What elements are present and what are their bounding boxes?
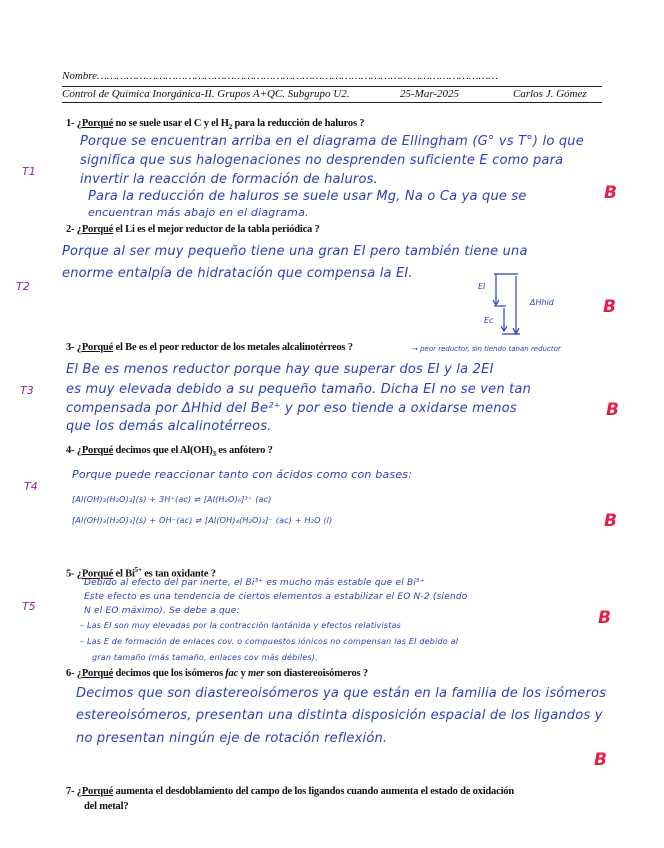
margin-tag-t5: T5 <box>22 600 36 613</box>
answer-3-line-4: que los demás alcalinotérreos. <box>66 419 272 434</box>
answer-5-line-5: – Las E de formación de enlaces cov. o compuestos iónicos no compensan las EI debido al <box>80 637 459 646</box>
answer-3-line-2: es muy elevada debido a su pequeño tamaño. Dicha EI no se ven tan <box>66 382 532 397</box>
answer-5-line-4: – Las EI son muy elevadas por la contracción lantánida y efectos relativistas <box>80 621 402 630</box>
question-1: 1- ¿Porqué no se suele usar el C y el $H_2$ para la reducción de haluros ? <box>66 118 365 132</box>
question-7: 7- ¿Porqué aumenta el desdoblamiento del campo de los ligandos cuando aumenta el estado de oxidación <box>66 786 514 797</box>
margin-tag-t2: T2 <box>16 280 30 293</box>
answer-1-line-5: encuentran más abajo en el diagrama. <box>88 206 309 219</box>
question-5: 5- ¿Porqué el $Bi^{5+}$ es tan oxidante ? <box>66 566 216 580</box>
answer-6-line-1: Decimos que son diastereoisómeros ya que están en la familia de los isómeros <box>76 686 607 701</box>
answer-4-equation-2: [Al(OH)₃(H₂O)₃](s) + OH⁻(ac) ⇌ [Al(OH)₄(H₂O)₂]⁻ (ac) + H₂O (l) <box>72 516 333 525</box>
question-4: 4- ¿Porqué decimos que el $Al(OH)_3$ es anfótero ? <box>66 445 273 459</box>
exam-title: Control de Química Inorgánica-II. Grupos A+QC. Subgrupo U2. <box>62 88 350 100</box>
grade-q2: B <box>603 297 616 317</box>
answer-4-equation-1: [Al(OH)₃(H₂O)₃](s) + 3H⁺(ac) ⇌ [Al(H₂O)₆]³⁺ (ac) <box>72 495 272 504</box>
question-6: 6- ¿Porqué decimos que los isómeros fac y mer son diastereoisómeros ? <box>66 668 368 679</box>
grade-q1: B <box>604 183 617 203</box>
grade-q5: B <box>598 608 611 628</box>
question-7-line-2: del metal? <box>84 801 129 812</box>
answer-2-line-2: enorme entalpía de hidratación que compensa la EI. <box>62 266 413 281</box>
header-bottom-rule <box>62 102 602 103</box>
answer-5-line-3: N el EO máximo). Se debe a que: <box>84 606 240 616</box>
question-2: 2- ¿Porqué el Li es el mejor reductor de la tabla periódica ? <box>66 224 320 235</box>
margin-tag-t4: T4 <box>24 480 38 493</box>
margin-tag-t3: T3 <box>20 384 34 397</box>
question-3: 3- ¿Porqué el Be es el peor reductor de los metales alcalinotérreos ? <box>66 342 353 353</box>
answer-6-line-2: estereoisómeros, presentan una distinta disposición espacial de los ligandos y <box>76 708 603 723</box>
diagram-label-ei: EI <box>478 282 486 291</box>
answer-1-line-3: invertir la reacción de formación de haluros. <box>80 172 378 187</box>
grade-q4: B <box>604 511 617 531</box>
grade-q6: B <box>594 750 607 770</box>
answer-5-line-6: gran tamaño (más tamaño, enlaces cov más débiles). <box>92 653 318 662</box>
answer-1-line-2: significa que sus halogenaciones no desprenden suficiente E como para <box>80 153 564 168</box>
answer-5-line-1: Debido al efecto del par inerte, el Bi³⁺ es mucho más estable que el Bi⁵⁺ <box>84 578 425 588</box>
header-top-rule <box>62 86 602 87</box>
answer-6-line-3: no presentan ningún eje de rotación reflexión. <box>76 731 388 746</box>
answer-2-line-1: Porque al ser muy pequeño tiene una gran EI pero también tiene una <box>62 244 528 259</box>
exam-author: Carlos J. Gómez <box>513 88 587 100</box>
diagram-label-ec: Ec <box>484 316 494 325</box>
exam-date: 25-Mar-2025 <box>400 88 460 100</box>
answer-5-line-2: Este efecto es una tendencia de ciertos elementos a estabilizar el EO N-2 (siendo <box>84 592 468 602</box>
answer-4-line-1: Porque puede reaccionar tanto con ácidos como con bases: <box>72 468 413 481</box>
answer-1-line-4: Para la reducción de haluros se suele usar Mg, Na o Ca ya que se <box>88 189 527 204</box>
margin-tag-t1: T1 <box>22 165 36 178</box>
answer-1-line-1: Porque se encuentran arriba en el diagrama de Ellingham (G° vs T°) lo que <box>80 134 584 149</box>
diagram-label-dh: ΔHhid <box>530 298 554 307</box>
grade-q3: B <box>606 400 619 420</box>
answer-3-side-note: → peor reductor, sin tiendo tanan reductor <box>412 345 561 353</box>
answer-3-line-3: compensada por ΔHhid del Be²⁺ y por eso tiende a oxidarse menos <box>66 401 517 416</box>
answer-3-line-1: El Be es menos reductor porque hay que superar dos EI y la 2EI <box>66 362 494 377</box>
name-line: Nombre…………………………………………………………………………………………………………… <box>62 70 499 82</box>
